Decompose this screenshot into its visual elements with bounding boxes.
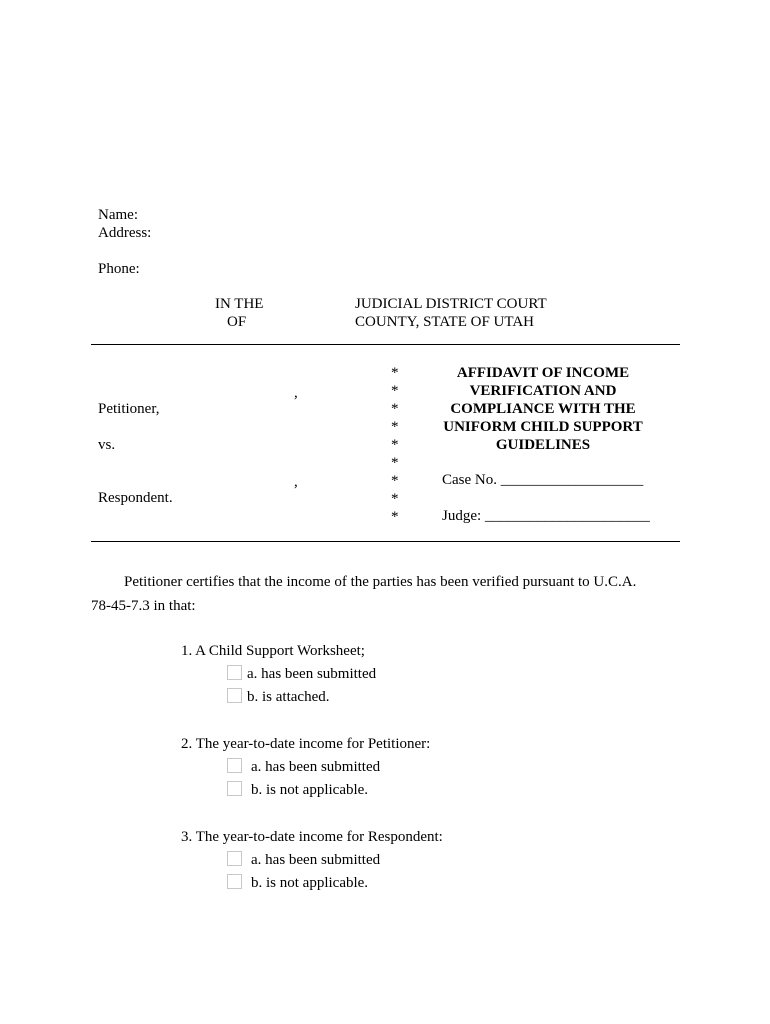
respondent-label: Respondent. [98,490,173,506]
document-title-line: UNIFORM CHILD SUPPORT [443,419,643,435]
caption-star: * [391,473,399,489]
document-title-line: VERIFICATION AND [469,383,617,399]
item-heading: 2. The year-to-date income for Petitioner: [181,736,431,752]
checkbox-label: a. has been submitted [251,852,381,868]
checkbox-label: a. has been submitted [247,666,377,682]
checkbox-label: b. is not applicable. [251,875,369,891]
document-title-line: AFFIDAVIT OF INCOME [456,365,630,381]
checkbox-label: a. has been submitted [251,759,381,775]
caption-star: * [391,419,399,435]
checkbox-label: b. is not applicable. [251,782,369,798]
caption-star: * [391,437,399,453]
court-in-the: IN THE [215,296,264,312]
document-title-line: GUIDELINES [495,437,591,453]
item-heading: 3. The year-to-date income for Respondent: [181,829,443,845]
address-label: Address: [98,225,152,241]
court-of: OF [227,314,247,330]
checkbox[interactable] [227,851,242,866]
respondent-comma: , [294,474,298,490]
caption-star: * [391,491,399,507]
checkbox[interactable] [227,874,242,889]
intro-paragraph-line1: Petitioner certifies that the income of the parties has been verified pursuant to U.C.A. [124,574,637,590]
case-number-field: Case No. ___________________ [442,472,644,488]
petitioner-comma: , [294,385,298,401]
checkbox[interactable] [227,688,242,703]
document-title-line: COMPLIANCE WITH THE [450,401,636,417]
phone-label: Phone: [98,261,140,277]
caption-star: * [391,401,399,417]
caption-star: * [391,383,399,399]
checkbox[interactable] [227,758,242,773]
petitioner-label: Petitioner, [98,401,160,417]
caption-star: * [391,509,399,525]
court-name-line1: JUDICIAL DISTRICT COURT [355,296,547,312]
checkbox[interactable] [227,665,242,680]
checkbox[interactable] [227,781,242,796]
caption-bottom-rule [91,541,680,542]
item-heading: 1. A Child Support Worksheet; [181,643,365,659]
versus-label: vs. [98,437,116,453]
judge-field: Judge: ______________________ [442,508,650,524]
court-name-line2: COUNTY, STATE OF UTAH [355,314,534,330]
caption-top-rule [91,344,680,345]
name-label: Name: [98,207,138,223]
checkbox-label: b. is attached. [247,689,330,705]
intro-paragraph-line2: 78-45-7.3 in that: [91,598,196,614]
caption-star: * [391,455,399,471]
caption-star: * [391,365,399,381]
